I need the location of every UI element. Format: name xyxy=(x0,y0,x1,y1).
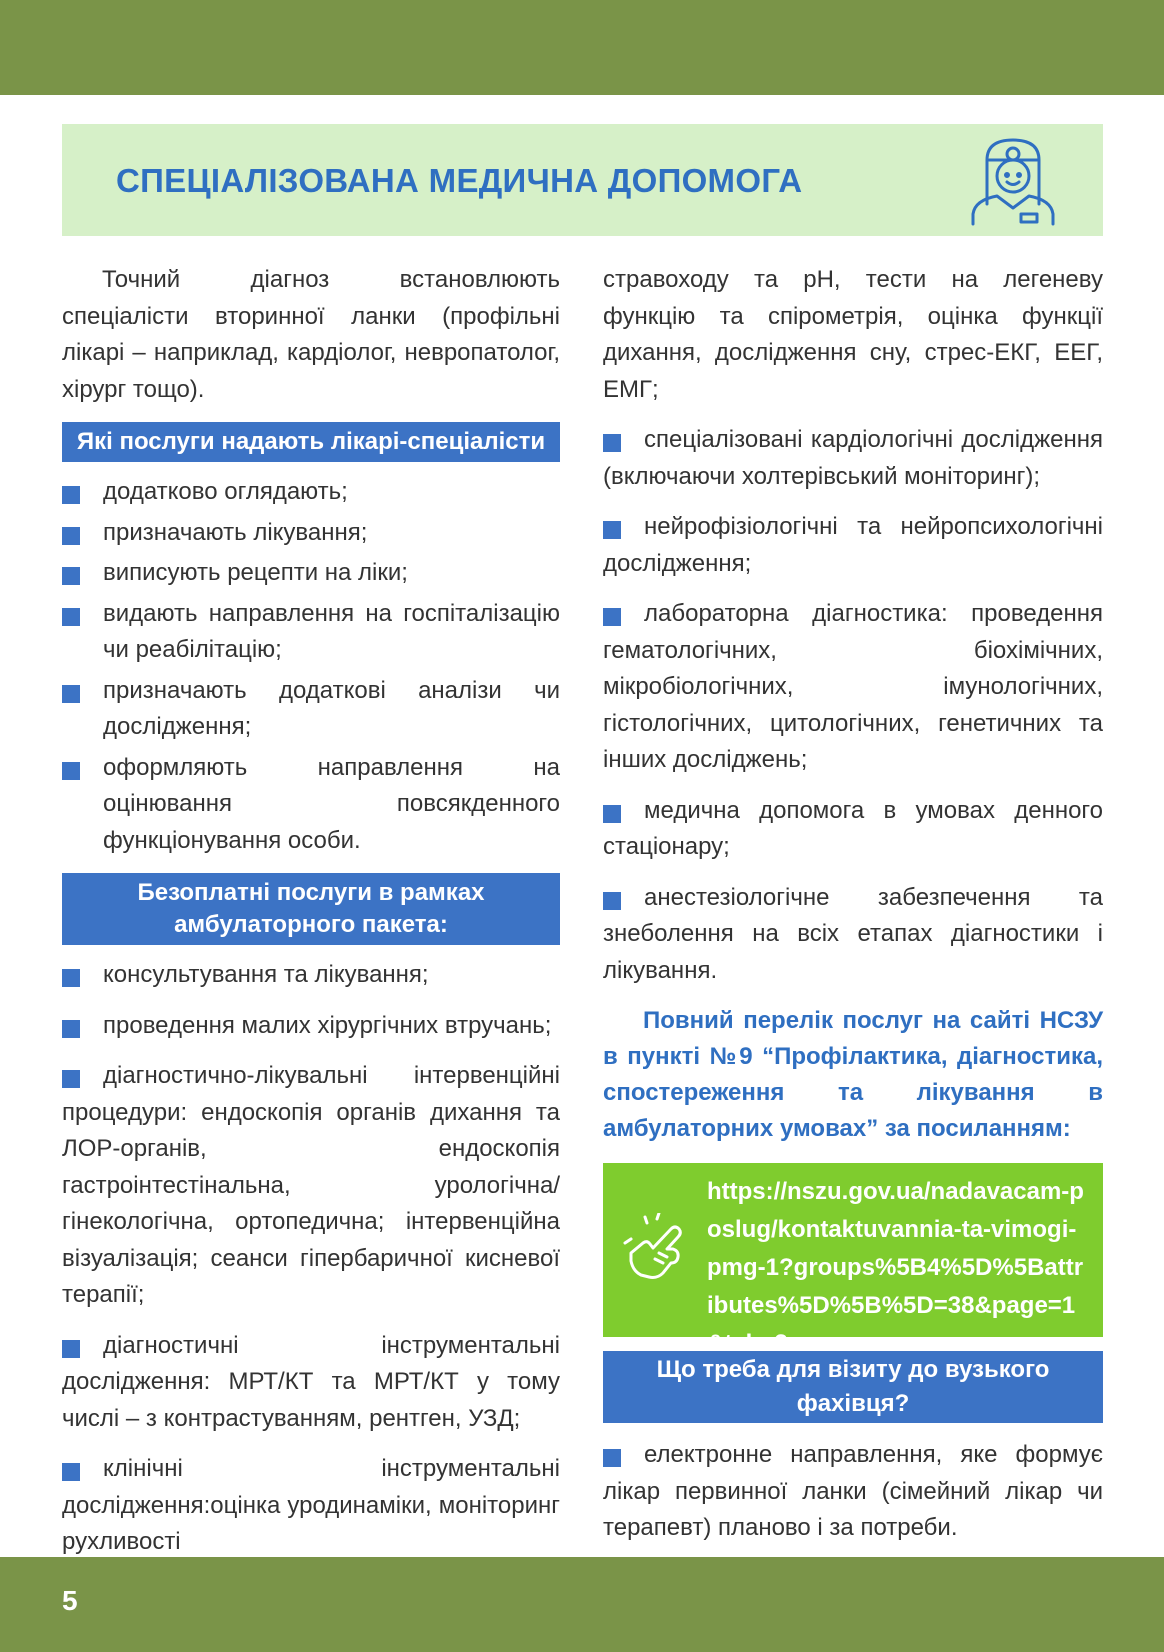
services-list xyxy=(62,474,560,859)
services-heading: Які послуги надають лікарі-спеціалісти xyxy=(62,422,560,462)
free-heading-line: Безоплатні послуги в рамках xyxy=(137,879,485,906)
visit-list xyxy=(603,1437,1103,1547)
page-title: СПЕЦІАЛІЗОВАНА МЕДИЧНА ДОПОМОГА xyxy=(116,162,803,199)
top-bar xyxy=(0,0,1164,95)
list-item: діагностичні інструментальні дослідження: МРТ/КТ та МРТ/КТ у тому числі – з контрастуванням, рентген, УЗД; xyxy=(62,1328,560,1438)
nszu-note: Повний перелік послуг на сайті НСЗУ в пункті №9 “Профілактика, діагностика, спостереження та лікування в амбулаторних умовах” за посиланням: xyxy=(603,1007,1103,1142)
doctor-icon xyxy=(967,134,1059,226)
page-number: 5 xyxy=(62,1585,78,1616)
list-item: електронне направлення, яке формує лікар первинної ланки (сімейний лікар чи терапевт) планово і за потреби. xyxy=(603,1437,1103,1547)
list-item: призначають лікування; xyxy=(62,515,560,552)
free-services-heading xyxy=(62,873,560,945)
list-item: видають направлення на госпіталізацію чи реабілітацію; xyxy=(62,596,560,669)
free-heading-line: амбулаторного пакета: xyxy=(174,911,448,938)
list-item: консультування та лікування; xyxy=(62,957,560,994)
list-item: спеціалізовані кардіологічні дослідження (включаючи холтерівський моніторинг); xyxy=(603,422,1103,495)
left-column xyxy=(62,262,560,1575)
intro-paragraph: Точний діагноз встановлюють спеціалісти вторинної ланки (профільні лікарі – наприклад, кардіолог, невропатолог, хірург тощо). xyxy=(62,266,560,403)
continuation-paragraph: стравоходу та рН, тести на легеневу функцію та спірометрія, оцінка функції дихання, дослідження сну, стрес-ЕКГ, ЕЕГ, ЕМГ; xyxy=(603,266,1103,403)
bottom-bar xyxy=(0,1557,1164,1652)
list-item: проведення малих хірургічних втручань; xyxy=(62,1008,560,1045)
section-header xyxy=(62,124,1103,236)
pointing-hand-icon xyxy=(623,1213,689,1283)
list-item: діагностично-лікувальні інтервенційні процедури: ендоскопія органів дихання та ЛОР-органів, ендоскопія гастроінтестінальна, урологічна/гінекологічна, ортопедична; інтервенційна візуалізація; сеанси гіпербаричної кисневої терапії; xyxy=(62,1058,560,1314)
list-item: виписують рецепти на ліки; xyxy=(62,555,560,592)
link-box[interactable] xyxy=(603,1163,1103,1357)
list-item: анестезіологічне забезпечення та знеболення на всіх етапах діагностики і лікування. xyxy=(603,880,1103,990)
right-column xyxy=(603,262,1103,1561)
list-item: оформляють направлення на оцінювання повсякденного функціонування особи. xyxy=(62,750,560,860)
free-services-list-continued xyxy=(603,422,1103,989)
nszu-link[interactable]: https://nszu.gov.ua/nadavacam-poslug/kontaktuvannia-ta-vimogi-pmg-1?groups%5B4%5D%5Battributes%5D%5B%5D=38&page=1&tab=3 xyxy=(707,1178,1084,1357)
list-item: призначають додаткові аналізи чи дослідження; xyxy=(62,673,560,746)
list-item: клінічні інструментальні дослідження:оцінка уродинаміки, моніторинг рухливості xyxy=(62,1451,560,1561)
list-item: нейрофізіологічні та нейропсихологічні дослідження; xyxy=(603,509,1103,582)
free-services-list xyxy=(62,957,560,1561)
list-item: лабораторна діагностика: проведення гематологічних, біохімічних, мікробіологічних, імунологічних, гістологічних, цитологічних, генетичних та інших досліджень; xyxy=(603,596,1103,779)
list-item: додатково оглядають; xyxy=(62,474,560,511)
list-item: медична допомога в умовах денного стаціонару; xyxy=(603,793,1103,866)
visit-heading: Що треба для візиту до вузького фахівця? xyxy=(603,1351,1103,1423)
